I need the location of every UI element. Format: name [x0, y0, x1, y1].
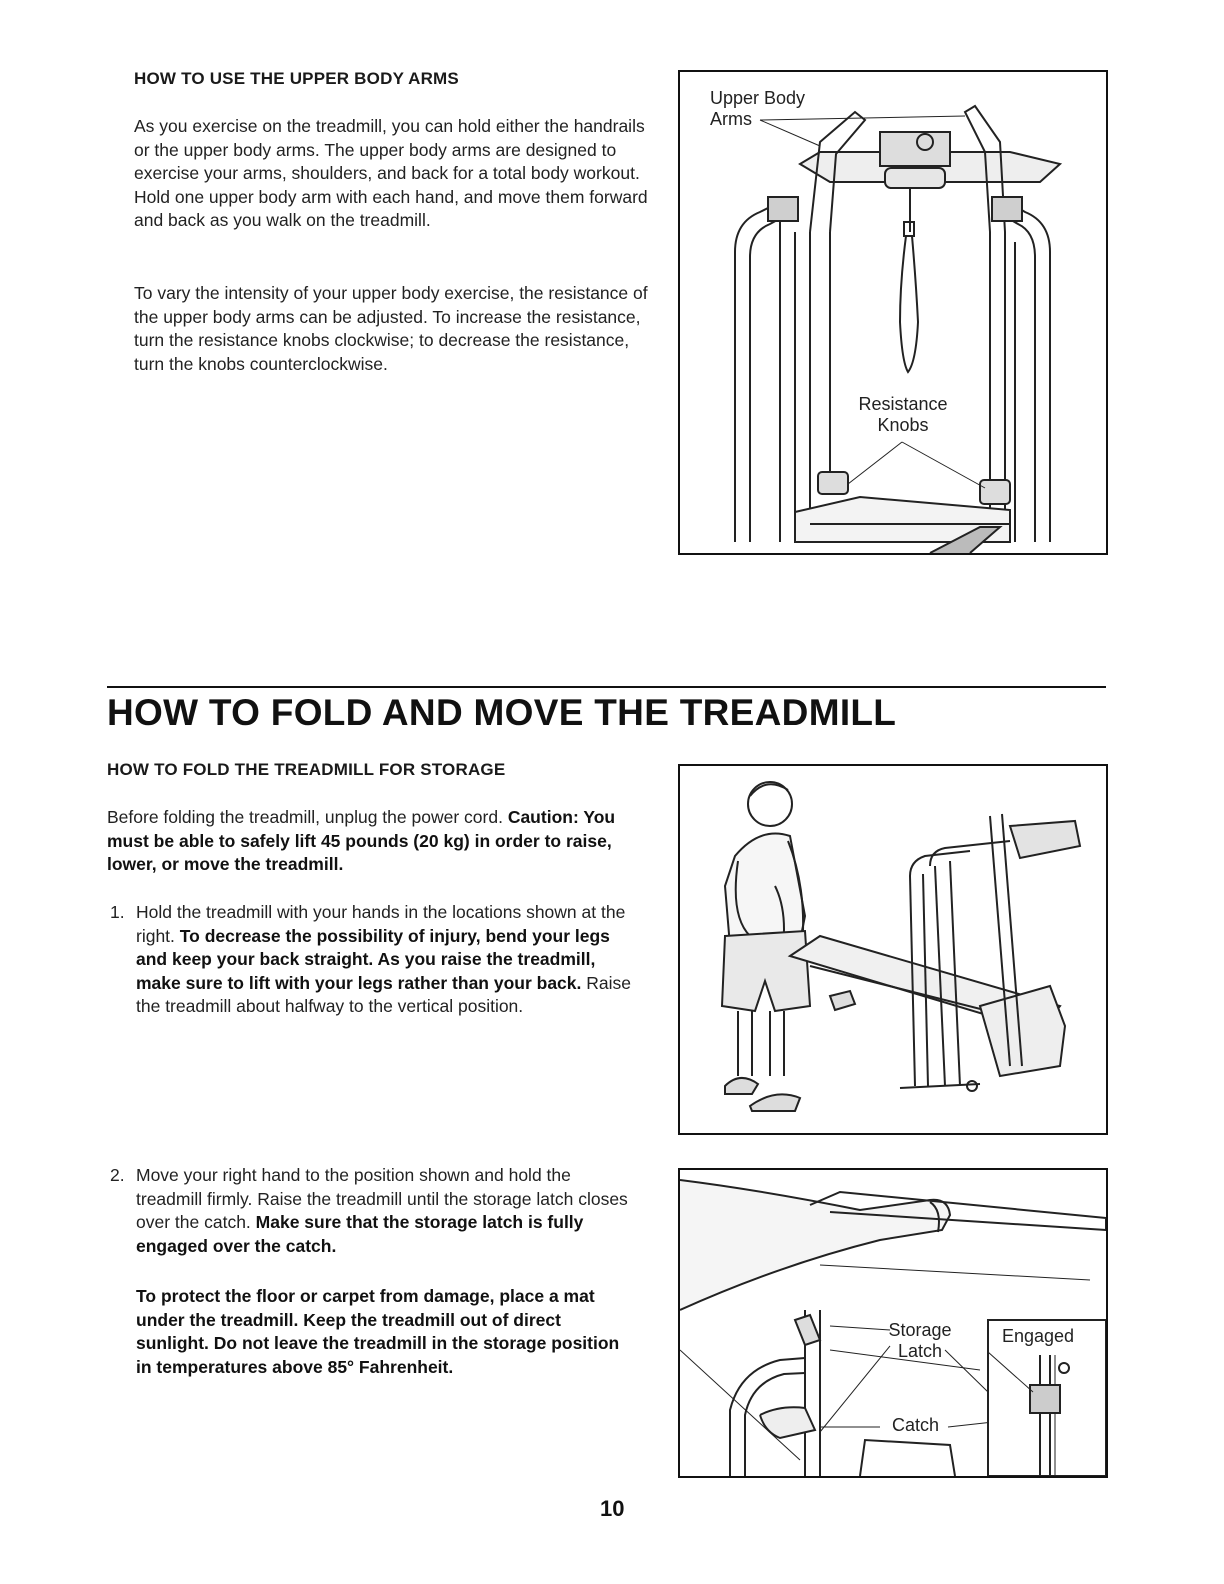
label-upper-body-arms: Upper Body Arms: [710, 88, 806, 129]
step-2-text: [136, 1164, 641, 1258]
step-1-text-a: Hold the treadmill with your hands in the locations shown at the right.: [136, 902, 626, 946]
intro-text: Before folding the treadmill, unplug the power cord.: [107, 807, 503, 827]
page-number: 10: [600, 1496, 625, 1521]
step-2-number: 2.: [110, 1165, 125, 1185]
step-1: [110, 901, 650, 1051]
paragraph-fold-intro: [107, 806, 647, 877]
section-heading-fold-storage: HOW TO FOLD THE TREADMILL FOR STORAGE: [107, 760, 506, 779]
step-2-text-a: Move your right hand to the position shown and hold the treadmill firmly. Raise the treadmill until the storage latch closes over the catch.: [136, 1165, 628, 1233]
person-lifting-treadmill-illustration: [680, 766, 1106, 1133]
caution-text: Caution: You must be able to safely lift 45 pounds (20 kg) in order to raise, lower, or move the treadmill.: [107, 807, 616, 875]
label-catch: Catch: [892, 1415, 940, 1435]
treadmill-front-illustration: [680, 72, 1106, 553]
step-2-warning: Make sure that the storage latch is fully engaged over the catch.: [136, 1212, 584, 1256]
label-resistance-knobs: Resistance Knobs: [858, 394, 948, 435]
step-1-warning: To decrease the possibility of injury, bend your legs and keep your back straight. As you raise the treadmill, make sure to lift with your legs rather than your back.: [136, 925, 610, 993]
figure-fold-treadmill: [678, 764, 1108, 1135]
step-1-number: 1.: [110, 902, 125, 922]
title-rule: [107, 686, 1106, 688]
paragraph-resistance: To vary the intensity of your upper body exercise, the resistance of the upper body arms can be adjusted. To increase the resistance, turn the resistance knobs clockwise; to decrease the resistance, turn the knobs counterclockwise.: [134, 283, 648, 374]
label-storage-latch: Storage Latch: [888, 1320, 952, 1361]
paragraph-upper-body-intro: As you exercise on the treadmill, you can hold either the handrails or the upper body arms. The upper body arms are designed to exercise your arms, shoulders, and back for a total body workout. Hold one upper body arm with each hand, and move them forward and back as you walk on the treadmill.: [134, 116, 648, 231]
section-heading-upper-body-arms: HOW TO USE THE UPPER BODY ARMS: [134, 69, 459, 88]
label-engaged: Engaged: [1002, 1326, 1075, 1346]
step-2: [110, 1164, 650, 1264]
page-title: HOW TO FOLD AND MOVE THE TREADMILL: [107, 692, 897, 733]
paragraph-storage-warning: To protect the floor or carpet from damage, place a mat under the treadmill. Keep the treadmill out of direct sunlight. Do not leave the treadmill in the storage position in temperatures above 85° Fahrenheit.: [136, 1286, 620, 1377]
figure-storage-latch: [678, 1168, 1108, 1478]
step-1-text-c: Raise the treadmill about halfway to the vertical position.: [136, 972, 632, 1017]
figure-upper-body-arms: [678, 70, 1108, 555]
step-1-text: [136, 901, 641, 1019]
